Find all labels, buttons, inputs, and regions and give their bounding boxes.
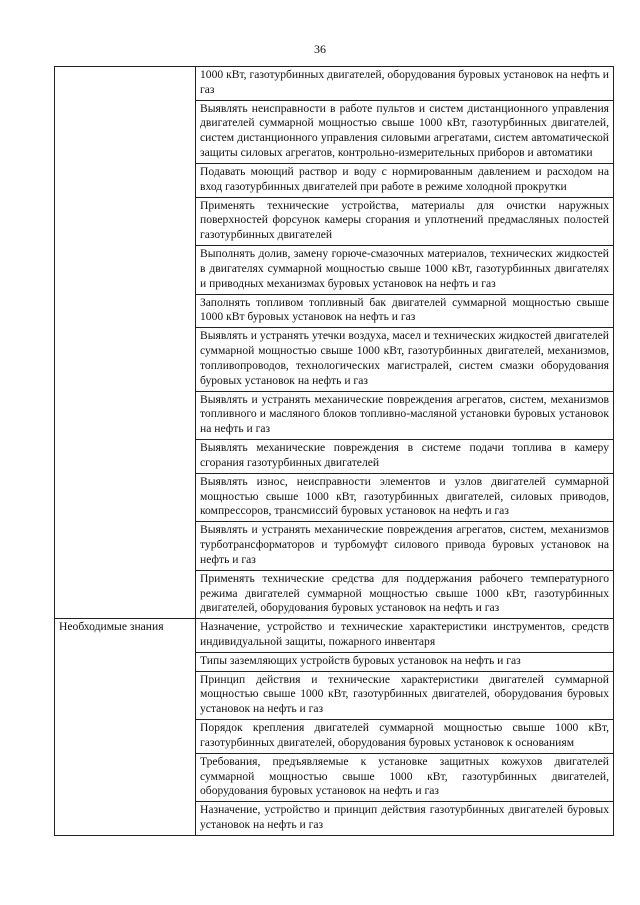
skill-item: Выявлять износ, неисправности элементов и узлов двигателей суммарной мощностью свыше 1000 кВт, газотурбинных двигателей, силовых приводов, компрессоров, трансмиссий буровых установок на нефть и газ <box>196 473 614 521</box>
skills-label-cell <box>55 67 196 619</box>
table-row <box>55 67 614 101</box>
page-number: 36 <box>314 42 326 56</box>
knowledge-item: Типы заземляющих устройств буровых установок на нефть и газ <box>196 652 614 671</box>
skill-item: Выявлять и устранять механические повреждения агрегатов, систем, механизмов турботрансформаторов и турбомуфт силового привода буровых установок на нефть и газ <box>196 522 614 570</box>
knowledge-item: Назначение, устройство и технические характеристики инструментов, средств индивидуальной защиты, пожарного инвентаря <box>196 619 614 653</box>
skill-item: Выполнять долив, замену горюче-смазочных материалов, технических жидкостей в двигателях суммарной мощностью свыше 1000 кВт, газотурбинных двигателях и приводных механизмах буровых установок на нефть и газ <box>196 246 614 294</box>
skill-item: Заполнять топливом топливный бак двигателей суммарной мощностью свыше 1000 кВт буровых установок на нефть и газ <box>196 294 614 328</box>
requirements-table <box>54 66 614 836</box>
knowledge-item: Принцип действия и технические характеристики двигателей суммарной мощностью свыше 1000 кВт, газотурбинных двигателей, оборудования буровых установок на нефть и газ <box>196 671 614 719</box>
knowledge-label: Необходимые знания <box>55 619 196 836</box>
knowledge-item: Порядок крепления двигателей суммарной мощностью свыше 1000 кВт, газотурбинных двигателей, оборудования буровых установок к основаниям <box>196 720 614 754</box>
knowledge-item: Требования, предъявляемые к установке защитных кожухов двигателей суммарной мощностью свыше 1000 кВт, газотурбинных двигателей, оборудования буровых установок на нефть и газ <box>196 753 614 801</box>
skill-item: Применять технические средства для поддержания рабочего температурного режима двигателей суммарной мощностью свыше 1000 кВт, газотурбинных двигателей, оборудования буровых установок на нефть и газ <box>196 570 614 618</box>
knowledge-item: Назначение, устройство и принцип действия газотурбинных двигателей буровых установок на нефть и газ <box>196 802 614 836</box>
skill-item: Выявлять и устранять утечки воздуха, масел и технических жидкостей двигателей суммарной мощностью свыше 1000 кВт, газотурбинных двигателей, механизмов, топливопроводов, технологических магистралей, систем смазки оборудования буровых установок на нефть и газ <box>196 328 614 391</box>
skill-item: Выявлять неисправности в работе пультов и систем дистанционного управления двигателей суммарной мощностью свыше 1000 кВт, газотурбинных двигателей, систем дистанционного управления силовыми агрегатами, систем автоматической защиты силовых агрегатов, контрольно-измерительных приборов и автоматики <box>196 100 614 163</box>
table-row <box>55 619 614 653</box>
skill-item: Применять технические устройства, материалы для очистки наружных поверхностей форсунок камеры сгорания и уплотнений предмасляных полостей газотурбинных двигателей <box>196 197 614 245</box>
skill-item: Подавать моющий раствор и воду с нормированным давлением и расходом на вход газотурбинных двигателей при работе в режиме холодной прокрутки <box>196 163 614 197</box>
skill-item: Выявлять механические повреждения в системе подачи топлива в камеру сгорания газотурбинных двигателей <box>196 440 614 474</box>
skill-item: 1000 кВт, газотурбинных двигателей, оборудования буровых установок на нефть и газ <box>196 67 614 101</box>
skill-item: Выявлять и устранять механические повреждения агрегатов, систем, механизмов топливного и масляного блоков топливно-масляной установки буровых установок на нефть и газ <box>196 391 614 439</box>
